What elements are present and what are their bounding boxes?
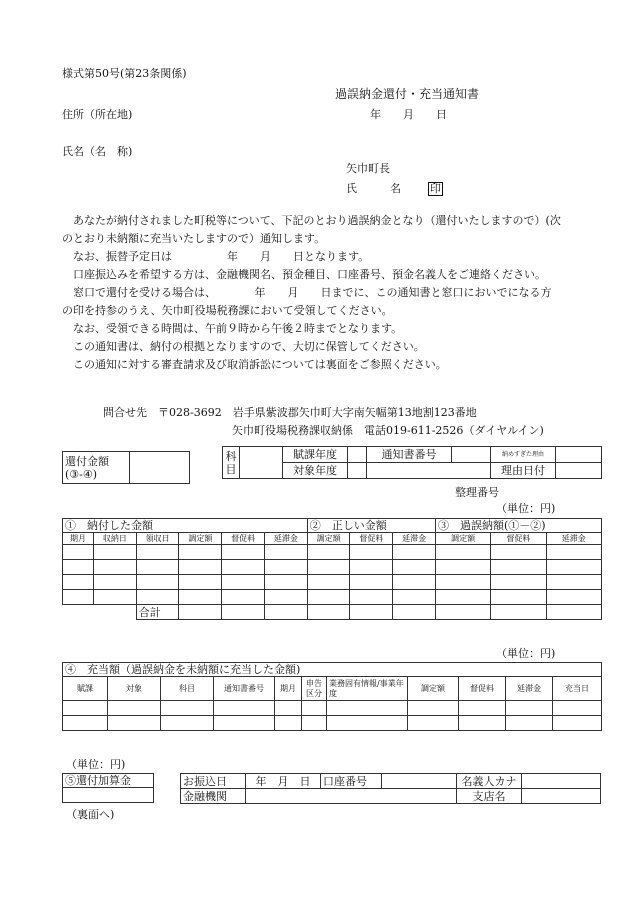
account-number-label: 口座番号 [321,774,382,789]
col-header: 調定額 [307,533,350,545]
mayor-name [346,182,443,196]
col-header: 調定額 [435,533,490,545]
col-header: 督促料 [350,533,393,545]
refund-amount-box [62,451,190,484]
col-header: 申告区分 [302,677,327,701]
table-row [63,716,602,731]
allocation-column-headers [63,677,602,701]
refund-amount-label [63,452,130,484]
col-header: 科目 [161,677,214,701]
nosugita-value [556,447,602,463]
contact-address: 問合せ先 〒028-3692 岩手県紫波郡矢巾町大字南矢幅第13地割123番地 [103,406,477,419]
col-header: 充当日 [553,677,602,701]
tsuchisho-value [452,447,491,463]
refund-addition-value [63,788,154,803]
fuka-nendo-label: 賦課年度 [283,447,348,463]
bank-transfer-table [180,773,601,804]
issue-date: 年 月 日 [370,108,447,121]
unit-label-2: （単位：円) [496,647,556,660]
total-label: 合計 [136,605,179,620]
paragraph-6: この通知書は、納付の根拠となりますので、大切に保管してください。 [73,340,425,353]
col-header: 業務固有情報/事業年度 [327,677,408,701]
paragraph-3: 口座振込みを希望する方は、金融機関名、預金種目、口座番号、預金名義人をご連絡ください。 [73,268,546,281]
allocation-header: ④ 充当額（過誤納金を未納額に充当した金額) [63,663,602,677]
table-row [63,575,602,590]
paragraph-5: なお、受領できる時間は、午前９時から午後２時までとなります。 [73,322,403,335]
kamoku-value [240,447,283,479]
col-header: 期月 [275,677,302,701]
col-header: 収納日 [93,533,136,545]
taisho-nendo-value [348,463,367,479]
col-header: 延滞金 [264,533,307,545]
allocation-table [62,662,602,731]
nosugita-label: 納めすぎた理由 [491,447,556,463]
refund-addition-label: ⑤還付加算金 [63,774,154,788]
refund-addition-box [62,773,154,803]
mayor-name-label: 氏 名 [346,182,401,195]
table-row [63,560,602,575]
paragraph-1: あなたが納付されました町税等について、下記のとおり過誤納金となり（還付いたしますので）(次のとおり未納額に充当いたしますので）通知します。 [62,214,561,245]
paragraph-4: 窓口で還付を受ける場合は、 年 月 日までに、この通知書と窓口においでになる方の印を持参のうえ、矢巾町役場税務課において受領してください。 [62,286,552,317]
col-header: 調定額 [179,533,222,545]
col-header: 督促料 [222,533,265,545]
col-header: 延滞金 [506,677,553,701]
transfer-date-value: 年 月 日 [246,774,321,789]
table-row [63,545,602,560]
col-header: 督促料 [491,533,546,545]
refund-label-line1: 還付金額 [65,454,109,468]
col-header: 領収日 [136,533,179,545]
paragraph-2: なお、振替予定日は 年 月 日となります。 [73,250,370,263]
address-label: 住所（所在地) [62,108,133,121]
seiri-number-label: 整理番号 [455,486,499,499]
name-label: 氏名（名 称) [62,145,133,158]
overpaid-amount-header: ③ 過誤納額(①－②) [435,519,601,533]
correct-amount-header: ② 正しい金額 [307,519,435,533]
branch-name-label: 支店名 [457,789,522,804]
table-row [63,590,602,605]
col-header: 延滞金 [393,533,436,545]
col-header: 賦課 [63,677,108,701]
table-row [63,701,602,716]
refund-label-line2: (③-④) [65,467,98,481]
unit-label-1: （単位：円) [496,502,556,515]
riyu-date-label: 理由日付 [491,463,556,479]
transfer-date-label: お振込日 [181,774,246,789]
holder-kana-value [522,774,601,789]
riyu-date-value [556,463,602,479]
payment-table [62,518,602,620]
col-header: 督促料 [459,677,506,701]
col-header: 調定額 [408,677,459,701]
col-header: 期月 [63,533,94,545]
tsuchisho-label: 通知書番号 [367,447,452,463]
taisho-nendo-label: 対象年度 [283,463,348,479]
see-back-note: （裏面へ) [66,808,115,821]
tsuchisho-blank [367,463,491,479]
seal-mark: 印 [430,182,441,195]
col-header: 通知書番号 [214,677,275,701]
mayor-title: 矢巾町長 [346,162,390,175]
kamoku-char2: 目 [225,462,237,476]
notice-body [62,212,562,374]
paid-amount-header: ① 納付した金額 [63,519,308,533]
bank-name-label: 金融機関 [181,789,246,804]
kamoku-label [223,447,240,479]
contact-phone: 矢巾町役場税務課収納係 電話019-611-2526（ダイヤルイン) [232,424,544,437]
refund-amount-value [130,452,190,484]
document-title: 過誤納金還付・充当通知書 [335,87,480,101]
payment-column-headers [63,533,602,545]
bank-name-value [246,789,457,804]
form-number: 様式第50号(第23条関係) [62,67,187,80]
col-header: 対象 [108,677,161,701]
col-header: 延滞金 [546,533,601,545]
branch-name-value [522,789,601,804]
unit-label-3: （単位：円) [66,758,126,771]
holder-kana-label: 名義人カナ [457,774,522,789]
fuka-nendo-value [348,447,367,463]
item-info-table [222,446,602,479]
kamoku-char1: 科 [225,449,237,463]
paragraph-7: この通知に対する審査請求及び取消訴訟については裏面をご参照ください。 [73,358,447,371]
total-row [63,605,602,620]
account-number-value [382,774,457,789]
